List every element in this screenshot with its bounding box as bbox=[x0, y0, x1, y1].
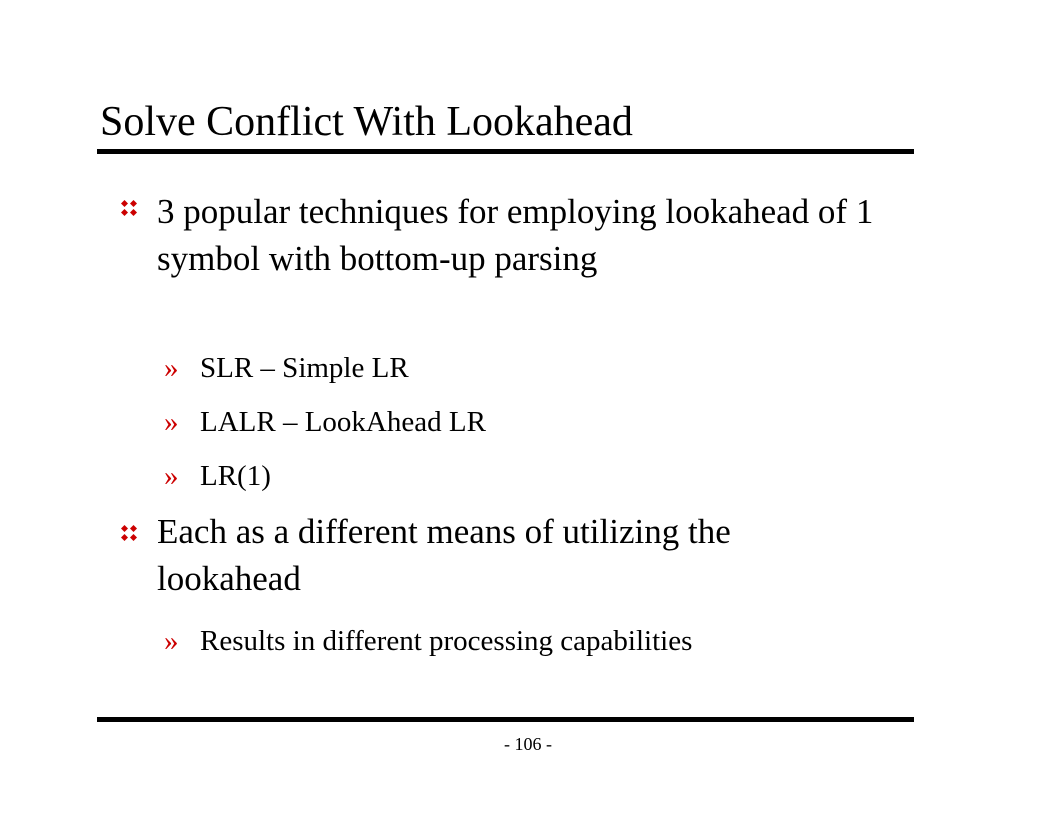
title-underline bbox=[97, 149, 914, 154]
sub-item-marker: » bbox=[164, 460, 179, 492]
sub-item-marker: » bbox=[164, 352, 179, 384]
sub-item-marker: » bbox=[164, 406, 179, 438]
sub-item-results bbox=[164, 624, 884, 658]
slide-title: Solve Conflict With Lookahead bbox=[100, 99, 633, 145]
bullet-text-1: 3 popular techniques for employing lookahead of 1 symbol with bottom-up parsing bbox=[157, 192, 874, 278]
sub-item-label: LALR – LookAhead LR bbox=[200, 406, 486, 438]
sub-item-label: Results in different processing capabilities bbox=[200, 625, 693, 657]
diamond-quad-icon bbox=[120, 525, 138, 543]
sub-item-lr1 bbox=[164, 459, 884, 493]
diamond-quad-icon bbox=[120, 200, 138, 218]
sub-item-label: SLR – Simple LR bbox=[200, 352, 409, 384]
bullet-text-2: Each as a different means of utilizing the lookahead bbox=[157, 512, 731, 598]
page-number: - 106 - bbox=[504, 734, 552, 754]
sub-item-slr bbox=[164, 351, 884, 385]
sub-item-label: LR(1) bbox=[200, 460, 271, 492]
sub-item-marker: » bbox=[164, 625, 179, 657]
footer-rule bbox=[97, 717, 914, 722]
sub-item-lalr bbox=[164, 405, 884, 439]
